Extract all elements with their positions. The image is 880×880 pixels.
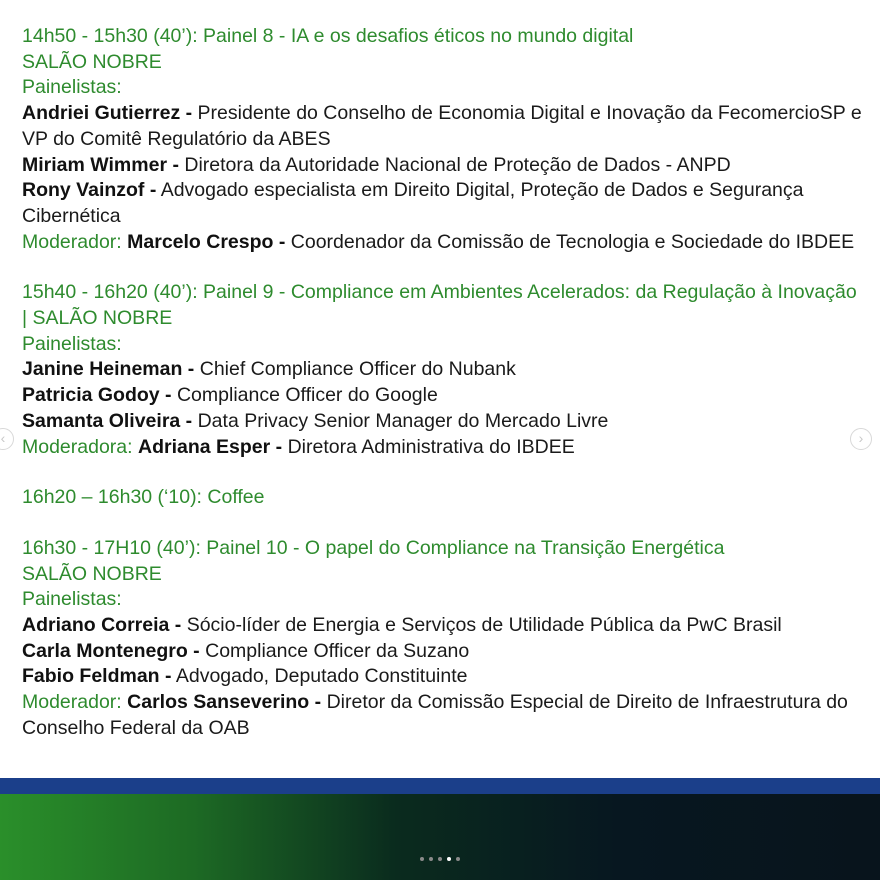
carousel-dot[interactable] xyxy=(429,857,433,861)
carousel-indicator xyxy=(420,857,460,861)
session-painel-9 xyxy=(22,280,862,460)
panelist-name: Janine Heineman - xyxy=(22,358,195,381)
moderator-name: Adriana Esper - xyxy=(138,435,283,458)
panelist-name: Adriano Correia - xyxy=(22,614,182,637)
panelist-row xyxy=(22,383,862,409)
moderator-row xyxy=(22,435,862,461)
session-coffee xyxy=(22,485,862,511)
panelist-role: Presidente do Conselho de Economia Digital e Inovação da FecomercioSP e VP do Comitê Regulatório da ABES xyxy=(22,102,862,150)
session-header: 14h50 - 15h30 (40’): Painel 8 - IA e os desafios éticos no mundo digital xyxy=(22,25,634,47)
panelist-row xyxy=(22,409,862,435)
panelist-row xyxy=(22,613,862,639)
session-room: SALÃO NOBRE xyxy=(22,50,162,73)
panelist-row xyxy=(22,178,862,229)
carousel-prev-button[interactable] xyxy=(0,428,14,450)
moderator-role: Coordenador da Comissão de Tecnologia e Sociedade do IBDEE xyxy=(290,230,855,253)
panelist-name: Carla Montenegro - xyxy=(22,639,200,662)
session-painel-10 xyxy=(22,536,862,742)
panelist-name: Andriei Gutierrez - xyxy=(22,102,193,125)
footer-banner xyxy=(0,778,880,880)
panelist-row xyxy=(22,639,862,665)
panelist-role: Data Privacy Senior Manager do Mercado Livre xyxy=(197,409,609,432)
session-room: SALÃO NOBRE xyxy=(22,562,162,585)
moderator-role: Diretor da Comissão Especial de Direito de Infraestrutura do Conselho Federal da OAB xyxy=(22,691,848,739)
panelist-row xyxy=(22,153,862,179)
panelist-name: Samanta Oliveira - xyxy=(22,409,193,432)
moderator-row xyxy=(22,230,862,256)
panelists-label: Painelistas: xyxy=(22,588,122,611)
panelist-role: Chief Compliance Officer do Nubank xyxy=(199,358,516,381)
panelist-role: Diretora da Autoridade Nacional de Proteção de Dados - ANPD xyxy=(184,153,731,176)
carousel-dot[interactable] xyxy=(420,857,424,861)
panelist-name: Patricia Godoy - xyxy=(22,384,172,407)
carousel-dot[interactable] xyxy=(447,857,451,861)
moderator-label: Moderador: xyxy=(22,230,122,253)
panelist-role: Advogado especialista em Direito Digital, Proteção de Dados e Segurança Cibernética xyxy=(22,179,804,227)
moderator-name: Carlos Sanseverino - xyxy=(127,691,322,714)
carousel-next-button[interactable] xyxy=(850,428,872,450)
panelist-role: Sócio-líder de Energia e Serviços de Utilidade Pública da PwC Brasil xyxy=(186,614,782,637)
footer-gradient-band xyxy=(0,794,880,880)
panelist-role: Compliance Officer do Google xyxy=(176,384,438,407)
session-header: 15h40 - 16h20 (40’): Painel 9 - Compliance em Ambientes Acelerados: da Regulação à Inovação | SALÃO NOBRE xyxy=(22,281,857,330)
panelist-role: Advogado, Deputado Constituinte xyxy=(175,665,468,688)
carousel-dot[interactable] xyxy=(438,857,442,861)
session-header: 16h30 - 17H10 (40’): Painel 10 - O papel do Compliance na Transição Energética xyxy=(22,536,725,559)
panelist-name: Miriam Wimmer - xyxy=(22,153,179,176)
panelist-name: Rony Vainzof - xyxy=(22,179,157,202)
moderator-name: Marcelo Crespo - xyxy=(127,230,286,253)
panelists-label: Painelistas: xyxy=(22,76,122,99)
moderator-label: Moderador: xyxy=(22,691,122,714)
chevron-right-icon: › xyxy=(858,430,864,446)
panelist-row xyxy=(22,357,862,383)
carousel-dot[interactable] xyxy=(456,857,460,861)
panelist-row xyxy=(22,101,862,152)
panelists-label: Painelistas: xyxy=(22,332,122,355)
panelist-role: Compliance Officer da Suzano xyxy=(205,639,470,662)
session-painel-8 xyxy=(22,24,862,255)
chevron-left-icon: ‹ xyxy=(0,430,6,446)
panelist-row xyxy=(22,664,862,690)
moderator-role: Diretora Administrativa do IBDEE xyxy=(287,435,575,458)
footer-stripe xyxy=(0,778,880,794)
panelist-name: Fabio Feldman - xyxy=(22,665,172,688)
moderator-label: Moderadora: xyxy=(22,435,133,458)
agenda-content xyxy=(22,24,862,767)
session-header: 16h20 – 16h30 (‘10): Coffee xyxy=(22,486,265,509)
moderator-row xyxy=(22,690,862,741)
